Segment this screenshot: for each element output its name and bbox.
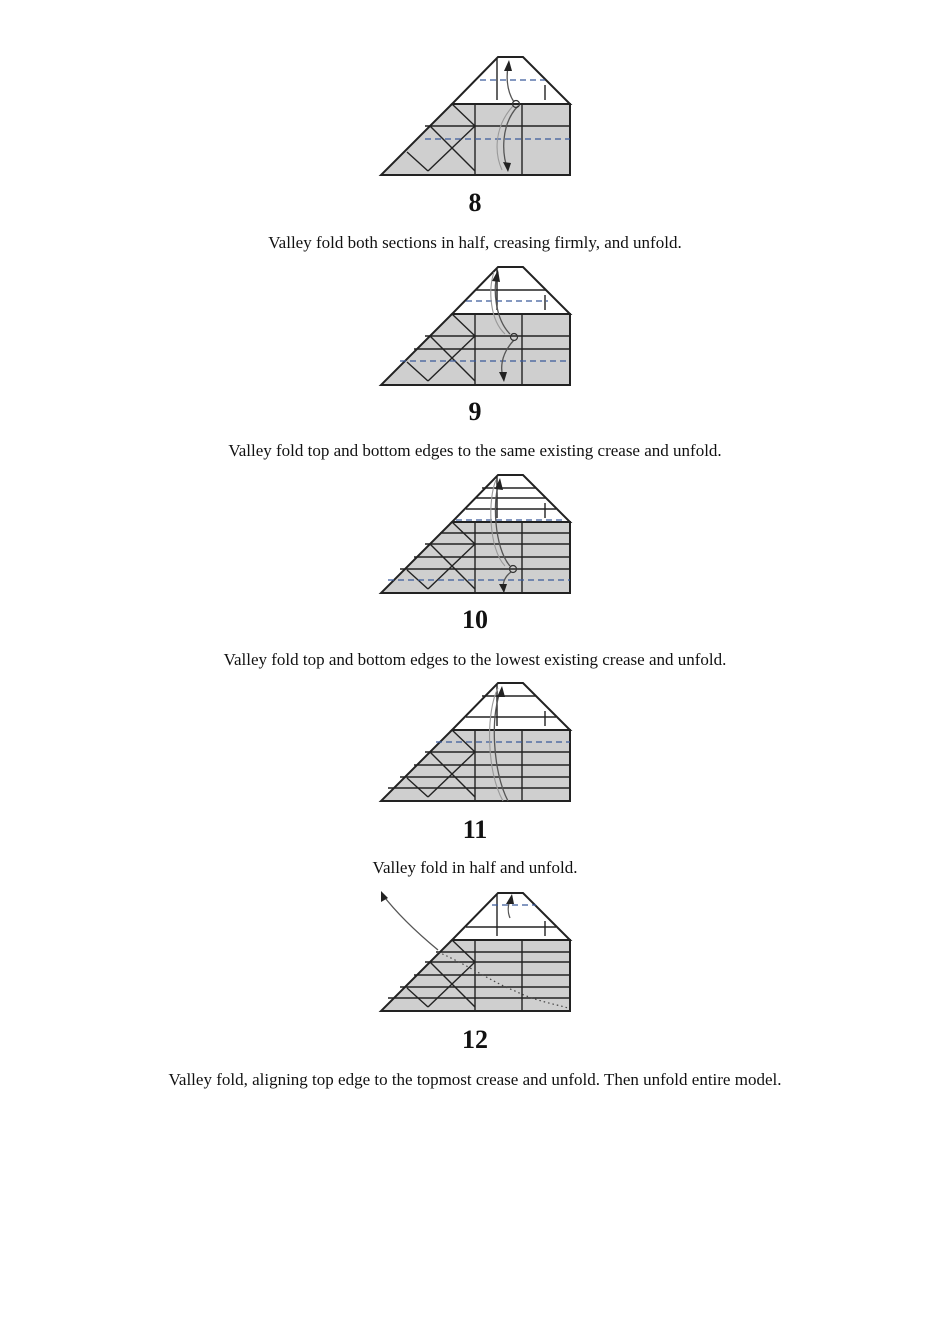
step-number: 12 [462, 1025, 488, 1054]
step-caption: Valley fold top and bottom edges to the lowest existing crease and unfold. [223, 650, 727, 669]
step-caption: Valley fold both sections in half, creasing firmly, and unfold. [268, 233, 682, 252]
step-caption: Valley fold in half and unfold. [372, 858, 578, 877]
step-8-diagram [370, 50, 580, 180]
step-number: 8 [468, 188, 482, 217]
step-caption: Valley fold top and bottom edges to the same existing crease and unfold. [228, 441, 722, 460]
step-number: 10 [462, 605, 488, 634]
step-9-diagram [370, 260, 580, 390]
step-10-diagram [370, 468, 580, 598]
step-number: 9 [468, 397, 482, 426]
step-caption: Valley fold, aligning top edge to the topmost crease and unfold. Then unfold entire model. [168, 1070, 782, 1089]
step-11-diagram [370, 676, 580, 806]
step-12-diagram [370, 886, 580, 1016]
step-number: 11 [462, 815, 488, 844]
